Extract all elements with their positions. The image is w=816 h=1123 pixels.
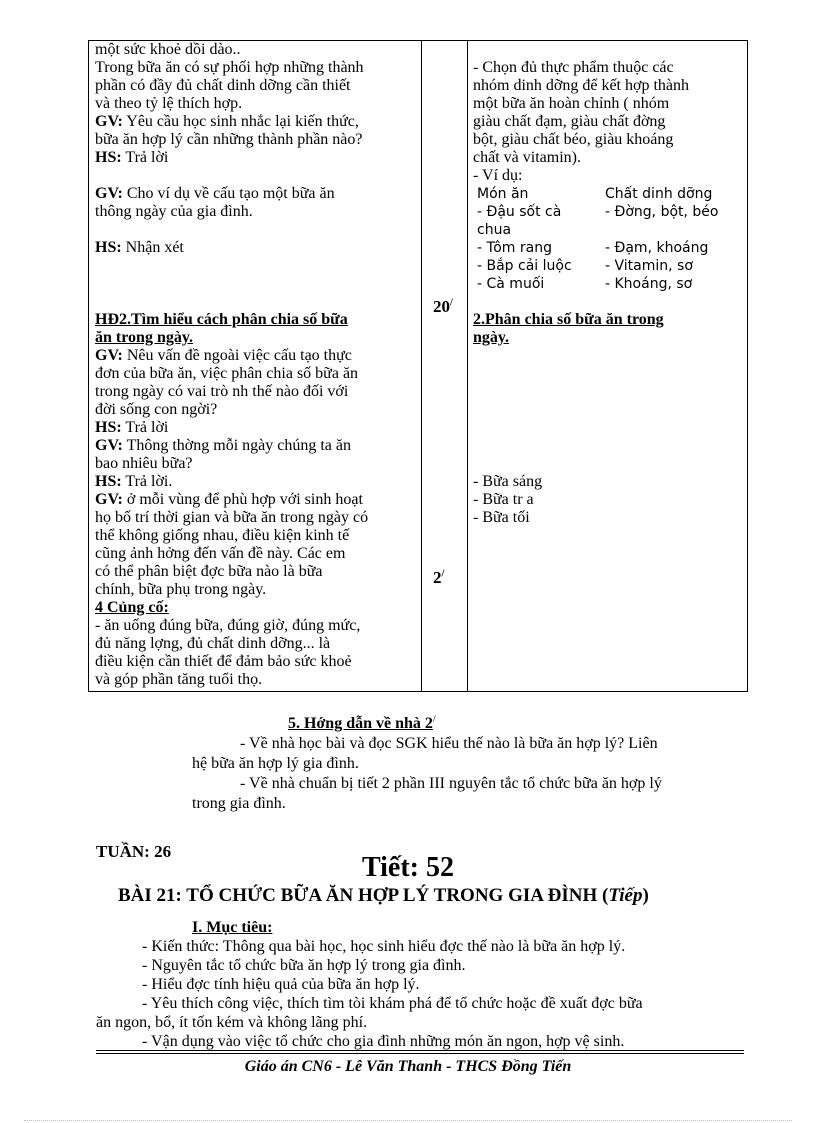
hs-label: HS: <box>95 419 122 436</box>
text-line: chính, bữa phụ trong ngày. <box>95 581 267 598</box>
student-line <box>95 239 417 257</box>
dish-name: - Bắp cải luộc <box>477 258 572 274</box>
lesson-table <box>88 40 748 692</box>
content-column <box>473 41 743 527</box>
time-value: 20 <box>433 297 450 316</box>
dish-name: chua <box>477 222 512 238</box>
text-line: thông ngày của gia đình. <box>95 203 253 220</box>
text-line: Thông thờng mỗi ngày chúng ta ăn <box>122 437 351 454</box>
time-value: 2 <box>433 568 442 587</box>
objective-item: - Kiến thức: Thông qua bài học, học sinh hiểu đợc thế nào là bữa ăn hợp lý. <box>142 938 626 955</box>
dish-name: - Đậu sốt cà <box>477 204 562 220</box>
teacher-line <box>95 491 417 509</box>
lesson-title-close: ) <box>642 885 649 906</box>
minute-mark: / <box>432 714 436 725</box>
text-line: trong gia đình. <box>192 795 286 813</box>
objectives-heading: I. Mục tiêu: <box>192 919 273 936</box>
week-label: TUẦN: 26 <box>96 842 172 861</box>
lesson-title-text: BÀI 21: TỔ CHỨC BỮA ĂN HỢP LÝ TRONG GIA ĐÌNH ( <box>118 885 609 906</box>
text-line: - Chọn đủ thực phẩm thuộc các <box>473 59 674 76</box>
dish-nutrient: - Đạm, khoáng <box>605 240 709 256</box>
hs-label: HS: <box>95 149 122 166</box>
text-line: điều kiện cần thiết để đảm bảo sức khoẻ <box>95 653 352 670</box>
text-line: giàu chất đạm, giàu chất đờng <box>473 113 666 130</box>
lesson-number: Tiết: 52 <box>361 852 455 883</box>
meal-item: - Bữa tr a <box>473 491 534 508</box>
homework-title <box>192 710 752 734</box>
objective-item: - Hiểu đợc tính hiệu quả của bữa ăn hợp lý. <box>142 976 420 993</box>
text-line: có thể phân biệt đợc bữa nào là bữa <box>95 563 323 580</box>
teacher-line <box>95 185 417 203</box>
text-line: bột, giàu chất béo, giàu khoáng <box>473 131 674 148</box>
continuation-label: Tiếp <box>608 885 643 906</box>
text-line: đời sống con ngời? <box>95 401 218 418</box>
objectives-section <box>96 918 746 1051</box>
minute-mark: / <box>441 568 445 580</box>
footer-rule <box>96 1053 744 1054</box>
text-line: phần có đầy đủ chất dinh dỡng cần thiết <box>95 77 351 94</box>
text-line: - Về nhà học bài và đọc SGK hiểu thế nào là bữa ăn hợp lý? Liên <box>240 735 658 753</box>
student-line <box>95 419 417 437</box>
objective-item: - Nguyên tắc tổ chức bữa ăn hợp lý trong gia đình. <box>142 957 466 974</box>
text-line: - ăn uống đúng bữa, đúng giờ, đúng mức, <box>95 617 361 634</box>
student-line <box>95 473 417 491</box>
column-divider <box>467 41 468 691</box>
consolidation-heading: 4 Củng cố: <box>95 599 169 616</box>
gv-label: GV: <box>95 113 123 130</box>
text-line: đủ năng lợng, đủ chất dinh dỡng... là <box>95 635 331 652</box>
dish-nutrient: - Đờng, bột, béo <box>605 204 719 220</box>
time-label <box>433 568 444 588</box>
column-divider <box>421 41 422 691</box>
section-2-heading: ngày. <box>473 329 510 346</box>
teacher-line <box>95 437 417 455</box>
page-footer: Giáo án CN6 - Lê Văn Thanh - THCS Đồng Tiến <box>244 1058 572 1075</box>
teacher-line <box>95 347 417 365</box>
footer-rule <box>96 1050 744 1051</box>
text-line: Trả lời <box>121 419 169 436</box>
dish-example-table <box>473 185 743 293</box>
minute-mark: / <box>450 297 453 309</box>
text-line: trong ngày có vai trò nh thế nào đối với <box>95 383 349 400</box>
text-line: bao nhiêu bữa? <box>95 455 193 472</box>
student-line <box>95 149 417 167</box>
gv-label: GV: <box>95 185 123 202</box>
dish-nutrient: - Vitamin, sơ <box>605 258 693 274</box>
text-line: bữa ăn hợp lý cần những thành phần nào? <box>95 131 363 148</box>
activity-2-heading: HĐ2.Tìm hiểu cách phân chia số bữa <box>95 311 348 328</box>
text-line: Nhận xét <box>121 239 184 256</box>
dish-name: - Cà muối <box>477 276 545 292</box>
text-line: ở mỗi vùng để phù hợp với sinh hoạt <box>122 491 363 508</box>
homework-title-text: 5. Hớng dẫn về nhà 2 <box>288 715 433 733</box>
text-line: Trả lời <box>121 149 169 166</box>
meal-item: - Bữa tối <box>473 509 530 526</box>
meal-item: - Bữa sáng <box>473 473 543 490</box>
objective-item: - Yêu thích công việc, thích tìm tòi khám phá để tổ chức hoặc đề xuất đợc bữa <box>142 995 643 1012</box>
time-label <box>433 297 453 317</box>
section-2-heading: 2.Phân chia số bữa ăn trong <box>473 311 664 328</box>
text-line: chất và vitamin). <box>473 149 581 166</box>
text-line: nhóm dinh dỡng để kết hợp thành <box>473 77 690 94</box>
hs-label: HS: <box>95 473 122 490</box>
activities-column <box>95 41 417 689</box>
objective-item: - Vận dụng vào việc tổ chức cho gia đình những món ăn ngon, hợp vệ sinh. <box>142 1033 625 1050</box>
text-line: Yêu cầu học sinh nhắc lại kiến thức, <box>122 113 359 130</box>
text-line: cũng ảnh hởng đến vấn đề này. Các em <box>95 545 346 562</box>
text-line: và góp phần tăng tuổi thọ. <box>95 671 263 688</box>
gv-label: GV: <box>95 491 123 508</box>
text-line: một bữa ăn hoàn chỉnh ( nhóm <box>473 95 670 112</box>
text-line: hệ bữa ăn hợp lý gia đình. <box>192 755 359 773</box>
hs-label: HS: <box>95 239 122 256</box>
text-line: Nêu vấn đề ngoài việc cấu tạo thực <box>122 347 352 364</box>
text-line: Cho ví dụ về cấu tạo một bữa ăn <box>122 185 335 202</box>
text-line: đơn của bữa ăn, việc phân chia số bữa ăn <box>95 365 359 382</box>
text-line: và theo tỷ lệ thích hợp. <box>95 95 243 112</box>
text-line: Trong bữa ăn có sự phối hợp những thành <box>95 59 364 76</box>
text-line: - Về nhà chuẩn bị tiết 2 phần III nguyên tắc tổ chức bữa ăn hợp lý <box>240 775 662 793</box>
page-edge-dots <box>24 1120 792 1121</box>
gv-label: GV: <box>95 347 123 364</box>
activity-2-heading: ăn trong ngày. <box>95 329 193 346</box>
text-line: Trả lời. <box>121 473 173 490</box>
nutrient-header: Chất dinh dỡng <box>605 186 713 202</box>
dish-nutrient: - Khoáng, sơ <box>605 276 693 292</box>
text-line: - Ví dụ: <box>473 167 523 184</box>
gv-label: GV: <box>95 437 123 454</box>
teacher-line <box>95 113 417 131</box>
dish-header: Món ăn <box>477 186 529 202</box>
objective-item: ăn ngon, bổ, ít tốn kém và không lãng phí. <box>96 1014 368 1031</box>
lesson-title <box>118 885 649 907</box>
homework-section <box>192 710 752 814</box>
text-line: một sức khoẻ dồi dào.. <box>95 41 241 58</box>
text-line: thể không giống nhau, điều kiện kinh tế <box>95 527 350 544</box>
text-line: họ bố trí thời gian và bữa ăn trong ngày có <box>95 509 369 526</box>
dish-name: - Tôm rang <box>477 240 552 256</box>
